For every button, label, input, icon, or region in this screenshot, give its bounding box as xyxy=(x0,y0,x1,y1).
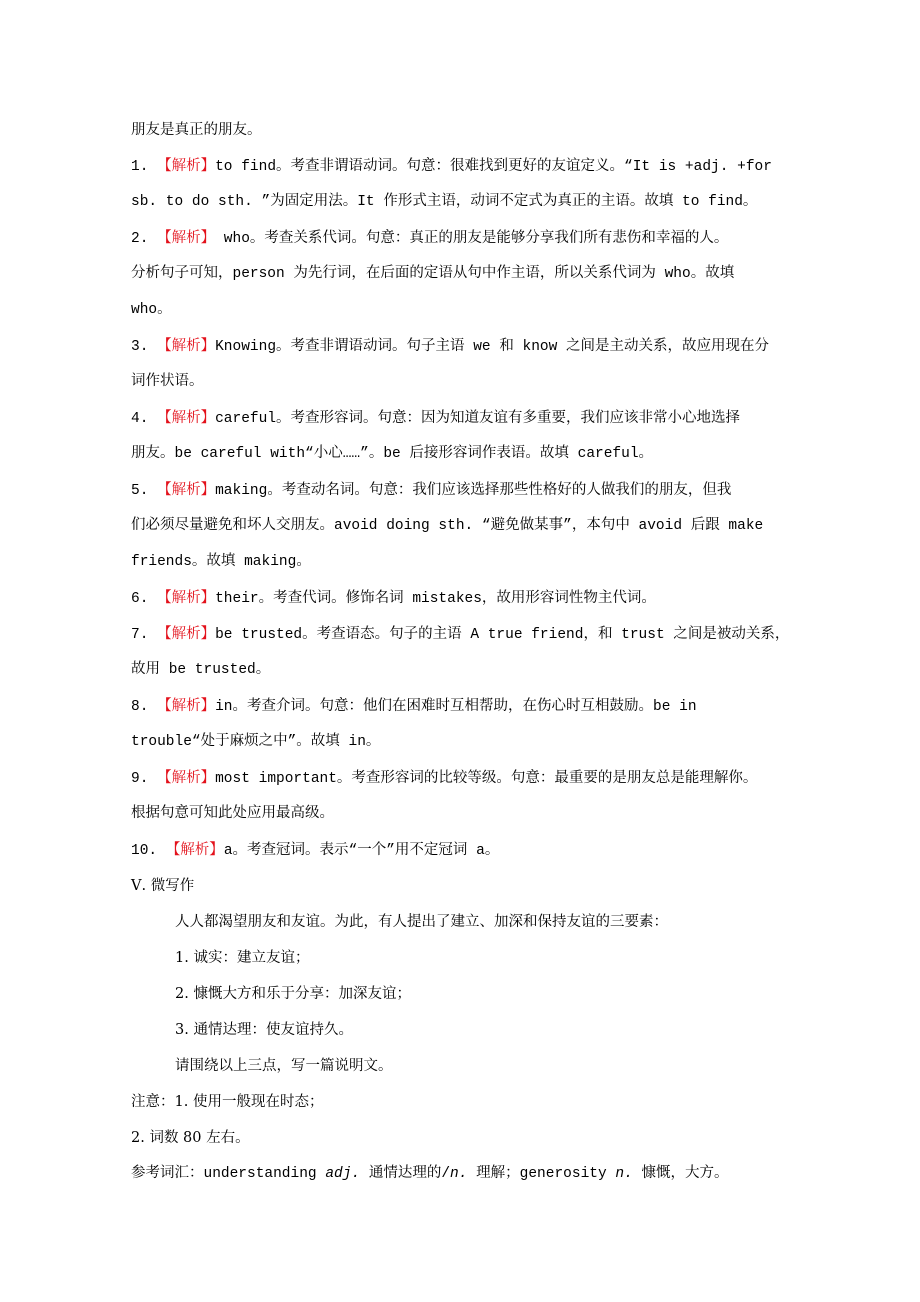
item-text: 朋友。be careful with“小心……”。be 后接形容词作表语。故填 careful。 xyxy=(131,446,654,462)
prompt-instruction: 请围绕以上三点，写一篇说明文。 xyxy=(175,1058,393,1074)
note-1: 注意：1. 使用一般现在时态； xyxy=(131,1094,324,1110)
item-text: making。考查动名词。句意：我们应该选择那些性格好的人做我们的朋友，但我 xyxy=(215,483,732,499)
analysis-tag: 【解析】 xyxy=(157,626,216,642)
item-text: 根据句意可知此处应用最高级。 xyxy=(131,806,334,822)
answer-item-5 xyxy=(131,480,731,501)
item-number: 10. xyxy=(131,843,158,859)
answer-item-4-cont xyxy=(131,444,653,464)
answer-item-1 xyxy=(131,156,772,177)
answer-item-8 xyxy=(131,696,697,717)
item-text: their。考查代词。修饰名词 mistakes，故用形容词性物主代词。 xyxy=(215,591,656,607)
answer-item-5-cont xyxy=(131,516,763,536)
answer-item-7-cont xyxy=(131,660,270,680)
answer-item-3 xyxy=(131,336,769,357)
answer-item-2 xyxy=(131,228,728,249)
item-text: Knowing。考查非谓语动词。句子主语 we 和 know 之间是主动关系，故应用现在分 xyxy=(215,339,770,355)
answer-item-3-cont xyxy=(131,372,204,392)
item-number: 6. xyxy=(131,591,149,607)
analysis-tag: 【解析】 xyxy=(157,338,216,354)
prompt-point-2: 2. 慷慨大方和乐于分享：加深友谊； xyxy=(175,986,411,1002)
answer-item-7 xyxy=(131,624,789,645)
item-text: be trusted。考查语态。句子的主语 A true friend，和 trust 之间是被动关系， xyxy=(215,627,790,643)
item-text: who。考查关系代词。句意：真正的朋友是能够分享我们所有悲伤和幸福的人。 xyxy=(215,231,729,247)
item-number: 5. xyxy=(131,483,149,499)
item-number: 4. xyxy=(131,411,149,427)
answer-item-9-cont xyxy=(131,804,334,824)
item-number: 2. xyxy=(131,231,149,247)
item-text: 分析句子可知，person 为先行词，在后面的定语从句中作主语，所以关系代词为 who。故填 xyxy=(131,266,735,282)
item-number: 3. xyxy=(131,339,149,355)
answer-item-10 xyxy=(131,840,499,861)
prompt-point-1: 1. 诚实：建立友谊； xyxy=(175,950,310,966)
item-text: to find。考查非谓语动词。句意：很难找到更好的友谊定义。“It is +adj. +for xyxy=(215,159,772,175)
analysis-tag: 【解析】 xyxy=(157,410,216,426)
analysis-tag: 【解析】 xyxy=(165,842,224,858)
note-2: 2. 词数 80 左右。 xyxy=(131,1130,250,1146)
answer-item-2-cont xyxy=(131,264,734,284)
answer-item-9 xyxy=(131,768,757,789)
analysis-tag: 【解析】 xyxy=(157,698,216,714)
item-text: 词作状语。 xyxy=(131,374,204,390)
answer-item-5-cont2 xyxy=(131,552,311,572)
item-number: 9. xyxy=(131,771,149,787)
analysis-tag: 【解析】 xyxy=(157,158,216,174)
item-number: 7. xyxy=(131,627,149,643)
answer-item-6 xyxy=(131,588,656,609)
item-text: in。考查介词。句意：他们在困难时互相帮助，在伤心时互相鼓励。be in xyxy=(215,699,697,715)
item-text: sb. to do sth. ”为固定用法。It 作形式主语，动词不定式为真正的主语。故填 to find。 xyxy=(131,194,758,210)
vocab-reference: 参考词汇：understanding adj. 通情达理的/n. 理解；generosity n. 慷慨，大方。 xyxy=(131,1166,729,1182)
item-text: a。考查冠词。表示“一个”用不定冠词 a。 xyxy=(223,843,500,859)
prompt-point-3: 3. 通情达理：使友谊持久。 xyxy=(175,1022,353,1038)
item-number: 1. xyxy=(131,159,149,175)
analysis-tag: 【解析】 xyxy=(157,770,216,786)
item-text: most important。考查形容词的比较等级。句意：最重要的是朋友总是能理解你。 xyxy=(215,771,758,787)
prompt-intro: 人人都渴望朋友和友谊。为此，有人提出了建立、加深和保持友谊的三要素： xyxy=(175,914,668,930)
intro-line: 朋友是真正的朋友。 xyxy=(131,122,262,138)
answer-item-1-cont xyxy=(131,192,757,212)
analysis-tag: 【解析】 xyxy=(157,230,216,246)
item-text: 们必须尽量避免和坏人交朋友。avoid doing sth. “避免做某事”，本句中 avoid 后跟 make xyxy=(131,518,764,534)
analysis-tag: 【解析】 xyxy=(157,482,216,498)
item-text: trouble“处于麻烦之中”。故填 in。 xyxy=(131,734,381,750)
item-text: who。 xyxy=(131,302,172,318)
item-text: 故用 be trusted。 xyxy=(131,662,271,678)
answer-item-8-cont xyxy=(131,732,380,752)
item-number: 8. xyxy=(131,699,149,715)
item-text: careful。考查形容词。句意：因为知道友谊有多重要，我们应该非常小心地选择 xyxy=(215,411,741,427)
answer-item-2-cont2 xyxy=(131,300,172,320)
answer-item-4 xyxy=(131,408,740,429)
analysis-tag: 【解析】 xyxy=(157,590,216,606)
item-text: friends。故填 making。 xyxy=(131,554,311,570)
section-title: Ⅴ. 微写作 xyxy=(131,878,195,894)
